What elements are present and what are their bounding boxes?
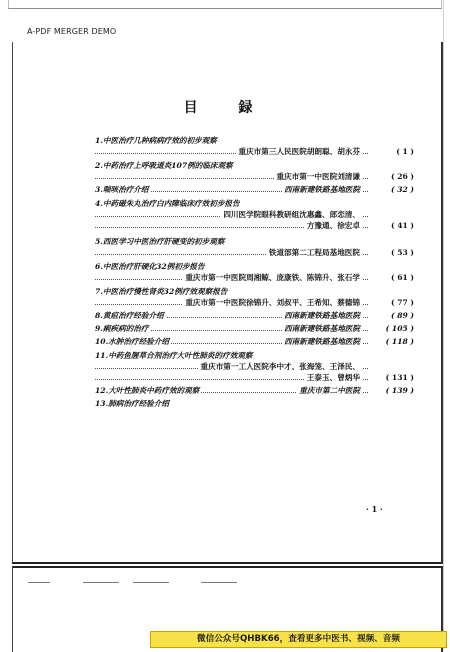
page-number-footer: · 1 · [366,504,383,514]
toc-entry[interactable] [95,386,420,397]
toc-entry-title-line [95,136,420,147]
toc-page-number: ( 77 ) [390,298,414,307]
toc-title: 13.肺病治疗经验介绍 [95,399,169,408]
toc-entry-title-line [95,386,420,397]
toc-author: 重庆市第一中医院周湘鲸、庞康铁、陈锦升、张石学 [185,273,360,282]
toc-entry-author-line [95,298,420,309]
toc-entry-title-line [95,337,420,348]
toc-page-number: ( 89 ) [390,311,414,320]
previous-page-edge [8,0,442,9]
toc-title: 12.大叶性肺炎中药疗效的观察 [95,386,200,395]
watermark-label: A-PDF MERGER DEMO [27,27,117,36]
toc-author: 王泰玉、曾炳华 [306,373,360,382]
toc-author: 西南新建铁路基地医院 [284,324,360,333]
toc-entry[interactable] [95,351,420,384]
toc-entry-author-line [95,273,420,284]
toc-title: 2.中药治疗上呼吸道炎107例的临床观察 [95,161,233,170]
toc-entry-author-line [95,362,420,373]
toc-entry-title-line [95,351,420,362]
toc-author: 四川医学院眼科教研组沈惠鑫、郎恋清、 [223,210,360,219]
toc-title: 10.水肿治疗经验介绍 [95,337,169,346]
divider [201,582,237,583]
toc-entry[interactable] [95,311,420,322]
toc-title: 5.西医学习中医治疗肝硬变的初步观察 [95,237,225,246]
toc-author: 铁道部第二工程局基地医院 [268,248,360,257]
toc-page-number: ( 26 ) [390,172,414,181]
toc-page-number: ( 41 ) [390,221,414,230]
toc-entry-title-line [95,237,420,248]
divider [133,582,169,583]
page-title: 目 録 [183,100,271,116]
toc-title: 7.中医治疗慢性肾炎32例疗效观察报告 [95,287,228,296]
scrollbar[interactable] [443,0,450,650]
divider [28,582,50,583]
toc-entry[interactable] [95,337,420,348]
toc-author: 方豫通、徐宏卓 [306,221,360,230]
toc-entry[interactable] [95,199,420,232]
toc-entry-title-line [95,199,420,210]
toc-entry[interactable] [95,237,420,259]
toc-title: 1.中医治疗几种病病疗效的初步观察 [95,136,217,145]
toc-title: 11.中药鱼腥草合剂治疗大叶性肺炎的疗效观察 [95,351,253,360]
toc-entry[interactable] [95,262,420,284]
toc-author: 西南新建铁路基地医院 [284,185,360,194]
toc-entry[interactable] [95,399,420,410]
toc-author: 重庆市第一中医院徐锦升、刘叔平、王希知、蔡德锦 [185,298,360,307]
toc-entry[interactable] [95,324,420,335]
toc-entry[interactable] [95,136,420,158]
toc-author: 重庆市第三人民医院胡朗聪、胡永芬 [238,147,360,156]
toc-author: 重庆市第一中医院刘清谦 [276,172,360,181]
toc-page-number: ( 61 ) [390,273,414,282]
toc-entry-author-line [95,248,420,259]
toc-entry[interactable] [95,287,420,309]
toc-author: 西南新建铁路基地医院 [284,311,360,320]
toc-page-number: ( 1 ) [396,147,414,156]
toc-author: 重庆市第一工人医院李中才、张海笼、王泽民、 [200,362,360,371]
toc-entry[interactable] [95,161,420,183]
toc-page-number: ( 32 ) [390,185,414,194]
toc-title: 9.痢疾病的治疗 [95,324,149,333]
toc-author: 重庆市第二中医院 [299,386,360,395]
promo-banner[interactable]: 微信公众号QHBK66，查看更多中医书、视频、音频 [150,631,447,648]
table-of-contents [95,134,420,410]
toc-entry-author-line [95,147,420,158]
toc-entry-title-line [95,262,420,273]
toc-entry[interactable] [95,185,420,196]
toc-entry-author-line [95,210,420,221]
toc-entry-title-line [95,161,420,172]
document-page [12,42,443,564]
toc-title: 8.黄疸治疗经验介绍 [95,311,164,320]
toc-page-number: ( 105 ) [385,324,414,333]
toc-entry-title-line [95,287,420,298]
toc-entry-title-line [95,399,420,410]
divider [83,582,119,583]
toc-title: 6.中医治疗肝硬化32例初步报告 [95,262,205,271]
toc-author: 西南新建铁路基地医院 [284,337,360,346]
toc-entry-author-line [95,172,420,183]
toc-page-number: ( 53 ) [390,248,414,257]
toc-page-number: ( 118 ) [385,337,414,346]
toc-page-number: ( 139 ) [385,386,414,395]
toc-entry-author-line [95,221,420,232]
toc-title: 3.喘咳治疗介绍 [95,185,149,194]
toc-entry-title-line [95,311,420,322]
toc-entry-title-line [95,185,420,196]
toc-page-number: ( 131 ) [385,373,414,382]
toc-entry-title-line [95,324,420,335]
toc-entry-author-line [95,373,420,384]
toc-title: 4.中药磁朱丸治疗白内障临床疗效初步报告 [95,199,240,208]
